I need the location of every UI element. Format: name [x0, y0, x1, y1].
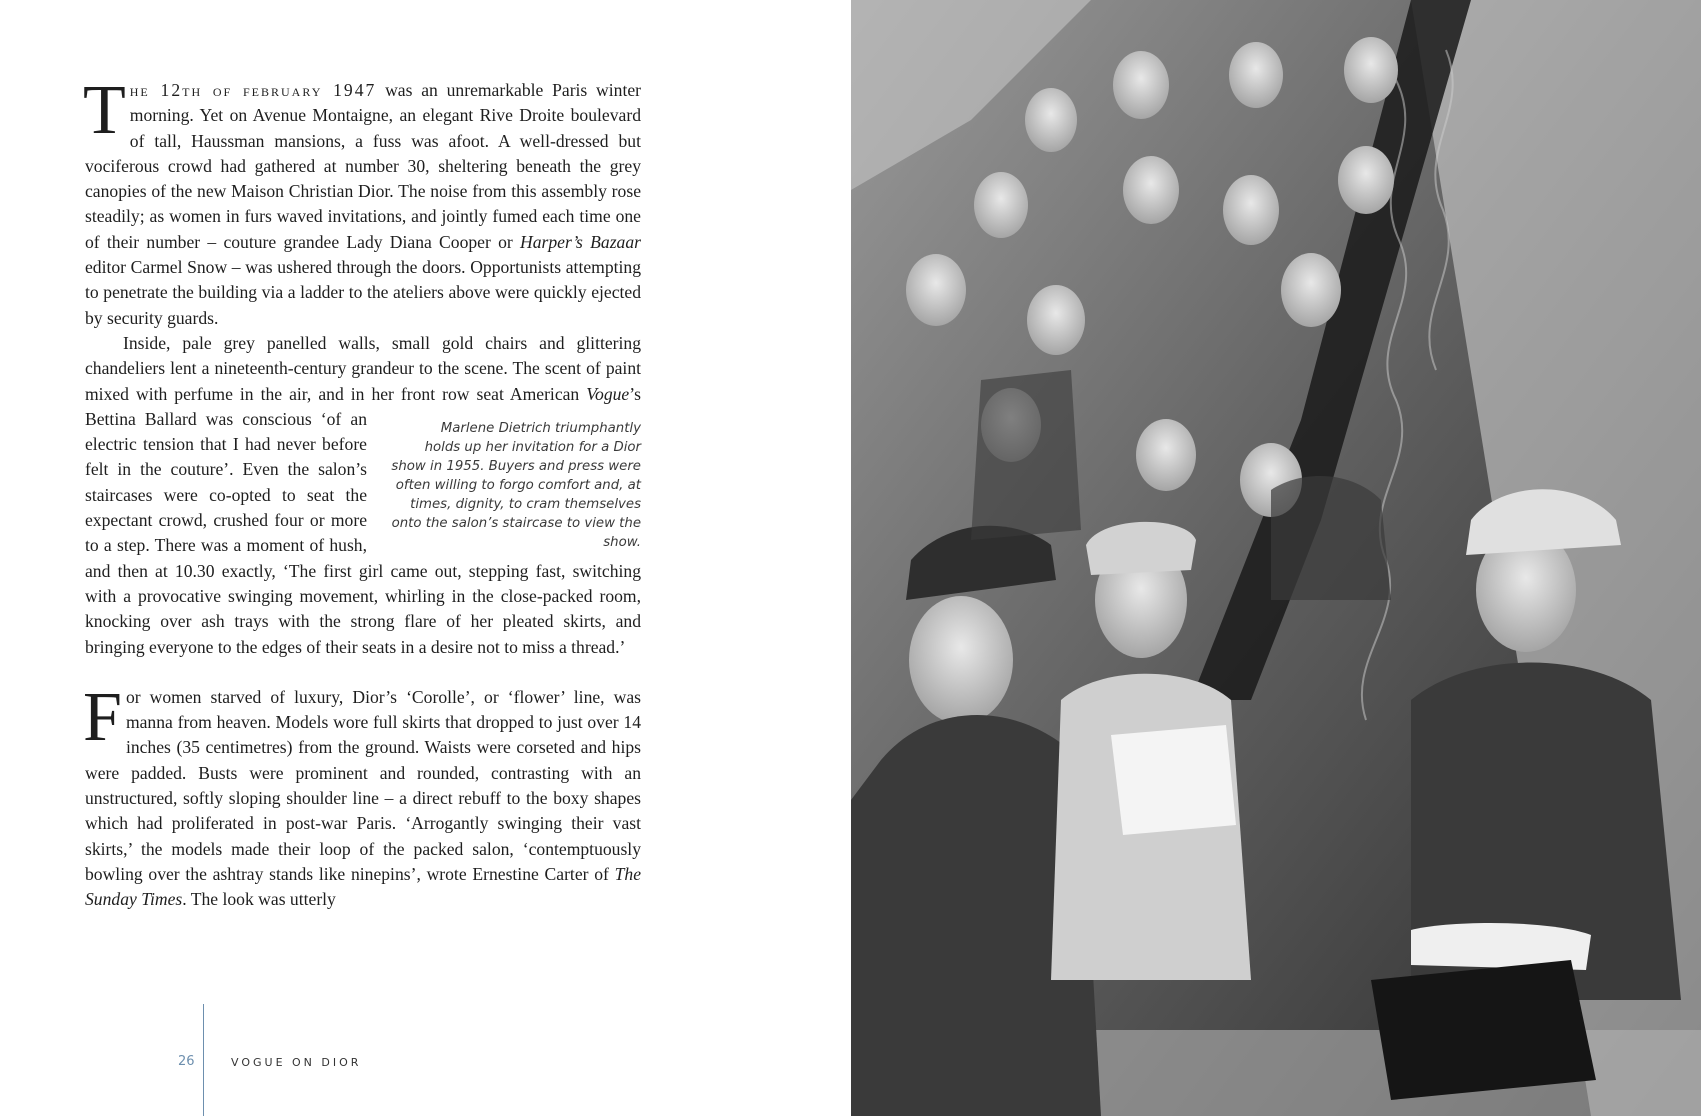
drop-cap-t: T	[83, 72, 126, 149]
paragraph-opening-text: was an unremarkable Paris winter morning. Yet on Avenue Montaigne, an elegant Rive Droite boulevard of tall, Haussman mansions, a fuss was afoot. A well-dressed but vociferous crowd had gathered at number 30, sheltering beneath the grey canopies of the new Maison Christian Dior. The noise from this assembly rose steadily; as women in furs waved invitations, and jointly fumed each time one of their number – couture grandee Lady Diana Cooper or	[85, 80, 642, 252]
paragraph-inside-text-b: ’s Bettina Ballard was conscious ‘of an electric tension that I had never before felt in the couture’. Even the salon’s staircases were co-opted to seat the expectant crowd, crushed four or more to a step. There was a moment of hush, and then at 10.30 exactly, ‘The first girl came out, stepping fast, switching with a provocative swinging movement, whirling in the close-packed room, knocking over ash trays with the strong flare of her pleated skirts, and bringing everyone to the edges of their seats in a desire not to miss a thread.’	[85, 383, 641, 657]
paragraph-corolle	[83, 678, 641, 913]
page-number: 26	[178, 1054, 195, 1069]
running-head: VOGUE ON DIOR	[231, 1056, 362, 1069]
footer-rule	[203, 1004, 204, 1116]
paragraph-inside-text-a: Inside, pale grey panelled walls, small gold chairs and glittering chandeliers lent a nineteenth-century grandeur to the scene. The scent of paint mixed with perfume in the air, and in her front row seat American	[85, 332, 641, 404]
paragraph-opening	[83, 72, 642, 331]
left-page	[0, 0, 850, 1116]
drop-cap-f: F	[83, 678, 122, 756]
body-text-column	[83, 72, 642, 913]
paragraph-corolle-text-a: or women starved of luxury, Dior’s ‘Corolle’, or ‘flower’ line, was manna from heaven. Models wore full skirts that dropped to just over 14 inches (35 centimetres) from the ground. Waists were corseted and hips were padded. Busts were prominent and rounded, contrasting with an unstructured, softly sloping shoulder line – a direct rebuff to the boxy shapes which had proliferated in post-war Paris. ‘Arrogantly swinging their vast skirts,’ the models made their loop of the packed salon, ‘contemptuously bowling over the ashtray stands like ninepins’, wrote Ernestine Carter of	[85, 686, 641, 884]
title-harpers-bazaar: Harper’s Bazaar	[520, 231, 641, 252]
photo-caption: Marlene Dietrich triumphantly holds up her invitation for a Dior show in 1955. Buyers and press were often willing to forgo comfort and, at times, dignity, to cram themselves onto the salon’s staircase to view the show.	[391, 420, 641, 550]
paragraph-opening-text-b: editor Carmel Snow – was ushered through the doors. Opportunists attempting to penetrate the building via a ladder to the ateliers above were quickly ejected by security guards.	[85, 257, 641, 328]
title-vogue: Vogue	[586, 383, 630, 404]
paragraph-corolle-text-b: . The look was utterly	[182, 889, 336, 910]
archival-photograph	[851, 0, 1701, 1116]
paragraph-inside	[85, 331, 641, 660]
photograph-icon	[851, 0, 1701, 1116]
opening-lead-in: he 12th of february 1947	[129, 80, 377, 100]
title-sunday-times: The Sunday Times	[85, 863, 641, 910]
